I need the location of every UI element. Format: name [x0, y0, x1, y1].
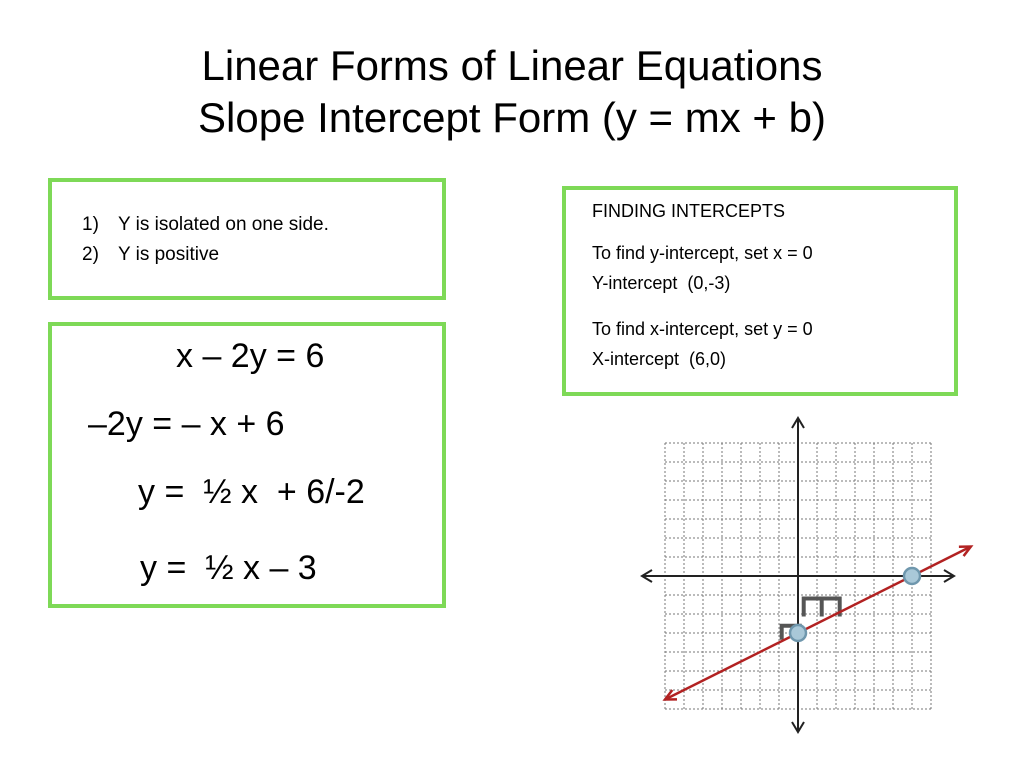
equation-step: y = ½ x – 3	[140, 549, 317, 587]
x-intercept-rule: To find x-intercept, set y = 0	[592, 319, 813, 339]
rules-list	[82, 210, 329, 270]
series-line	[665, 547, 971, 700]
x-intercept-result: X-intercept (6,0)	[592, 349, 727, 369]
slide-title	[0, 40, 1024, 144]
list-item	[82, 210, 329, 240]
list-item	[82, 240, 329, 270]
equation-step: –2y = – x + 6	[88, 405, 285, 443]
list-text: Y is isolated on one side.	[118, 214, 329, 235]
data-point	[790, 625, 806, 641]
rules-box	[48, 178, 446, 300]
y-intercept-result: Y-intercept (0,-3)	[592, 273, 731, 293]
equation-step: x – 2y = 6	[176, 337, 325, 375]
intercepts-heading: FINDING INTERCEPTS	[592, 201, 786, 221]
y-intercept-rule: To find y-intercept, set x = 0	[592, 243, 813, 263]
equation-steps-box	[48, 322, 446, 608]
graph-line	[665, 547, 971, 700]
list-number: 2)	[82, 244, 99, 265]
intercepts-box	[562, 186, 958, 396]
title-line-2: Slope Intercept Form (y = mx + b)	[198, 94, 826, 141]
data-point	[904, 568, 920, 584]
coordinate-graph	[636, 414, 980, 734]
title-line-1: Linear Forms of Linear Equations	[201, 42, 823, 89]
equation-step: y = ½ x + 6/-2	[138, 473, 365, 511]
list-text: Y is positive	[118, 244, 220, 265]
list-number: 1)	[82, 214, 99, 235]
